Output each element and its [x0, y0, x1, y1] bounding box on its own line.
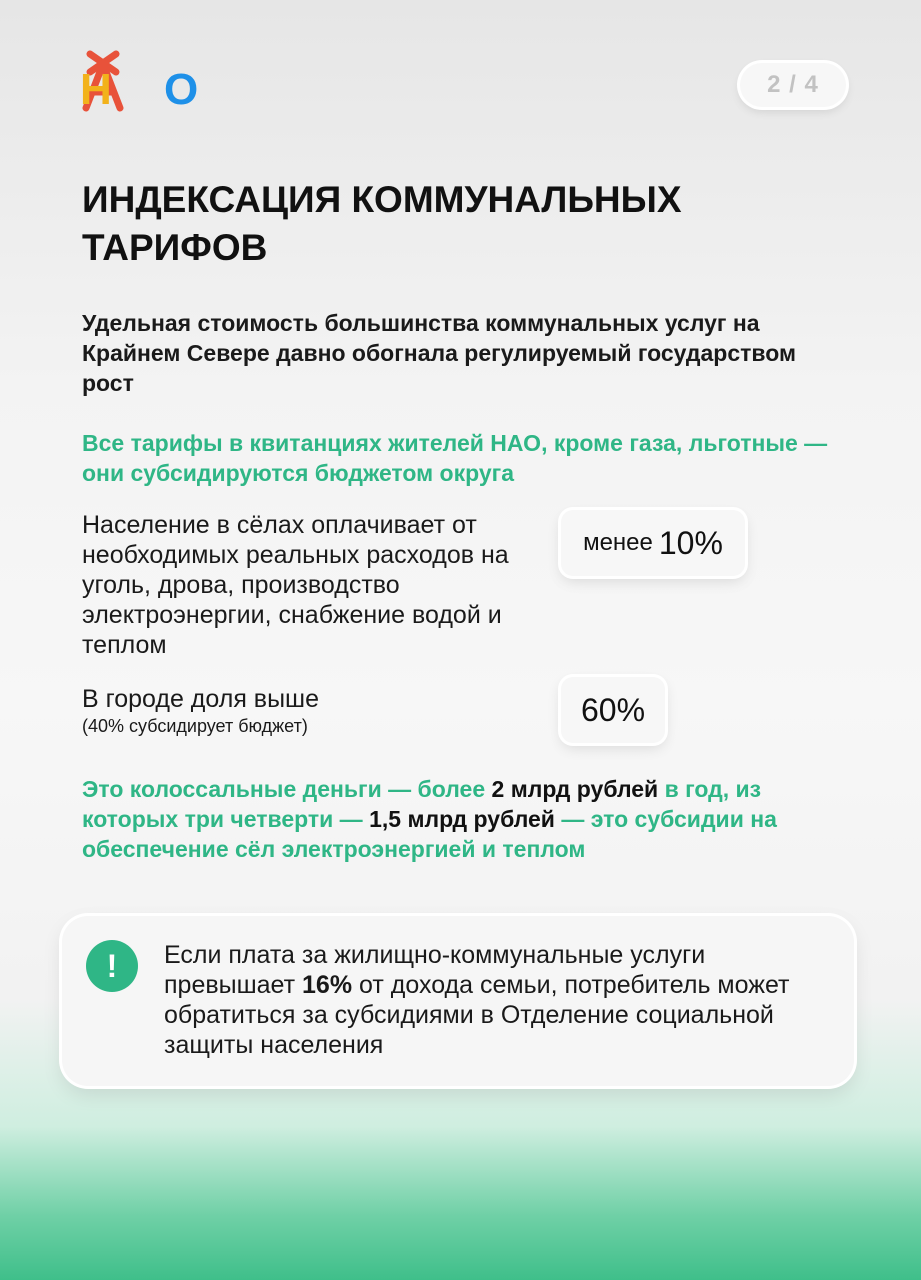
subsidy-note: Все тарифы в квитанциях жителей НАО, кроме газа, льготные — они субсидируются бюджетом округа [82, 430, 828, 486]
villages-share-text: Население в сёлах оплачивает от необходимых реальных расходов на уголь, дрова, производство электроэнергии, снабжение водой и теплом [82, 511, 509, 659]
callout-threshold: 16% [302, 971, 353, 999]
villages-share-badge [561, 510, 745, 576]
city-share-note: (40% субсидирует бюджет) [82, 716, 308, 736]
callout-text [164, 940, 814, 1060]
city-share-badge [561, 677, 665, 743]
nao-logo [80, 48, 200, 114]
page-indicator: 2 / 4 [740, 63, 846, 107]
city-share-text: В городе доля выше [82, 685, 320, 713]
budget-text-3: — это субсидии на обеспечение сёл электроэнергией и теплом [82, 806, 777, 862]
budget-paragraph [82, 774, 862, 864]
budget-text-1: Это колоссальные деньги — более [82, 776, 492, 802]
exclamation-icon: ! [86, 940, 138, 992]
subsidy-callout [62, 916, 854, 1086]
callout-text-2: от дохода семьи, потребитель может обратиться за субсидиями в Отделение социальной защиты населения [164, 971, 790, 1059]
city-share-block [82, 684, 542, 738]
budget-amount-total: 2 млрд рублей [491, 776, 659, 802]
budget-amount-villages: 1,5 млрд рублей [369, 806, 555, 832]
city-share-value: 60% [580, 691, 646, 728]
page-title: ИНДЕКСАЦИЯ КОММУНАЛЬНЫХ ТАРИФОВ [82, 179, 682, 268]
villages-share-prefix: менее [583, 529, 653, 556]
logo-letter-o: О [164, 65, 199, 114]
lead-paragraph: Удельная стоимость большинства коммунальных услуг на Крайнем Севере давно обогнала регулируемый государством рост [82, 310, 796, 396]
villages-share-value: 10% [658, 524, 723, 561]
callout-text-1: Если плата за жилищно-коммунальные услуги превышает [164, 941, 706, 999]
budget-text-2: в год, из которых три четверти — [82, 776, 762, 832]
logo-letter-h: Н [80, 65, 112, 114]
